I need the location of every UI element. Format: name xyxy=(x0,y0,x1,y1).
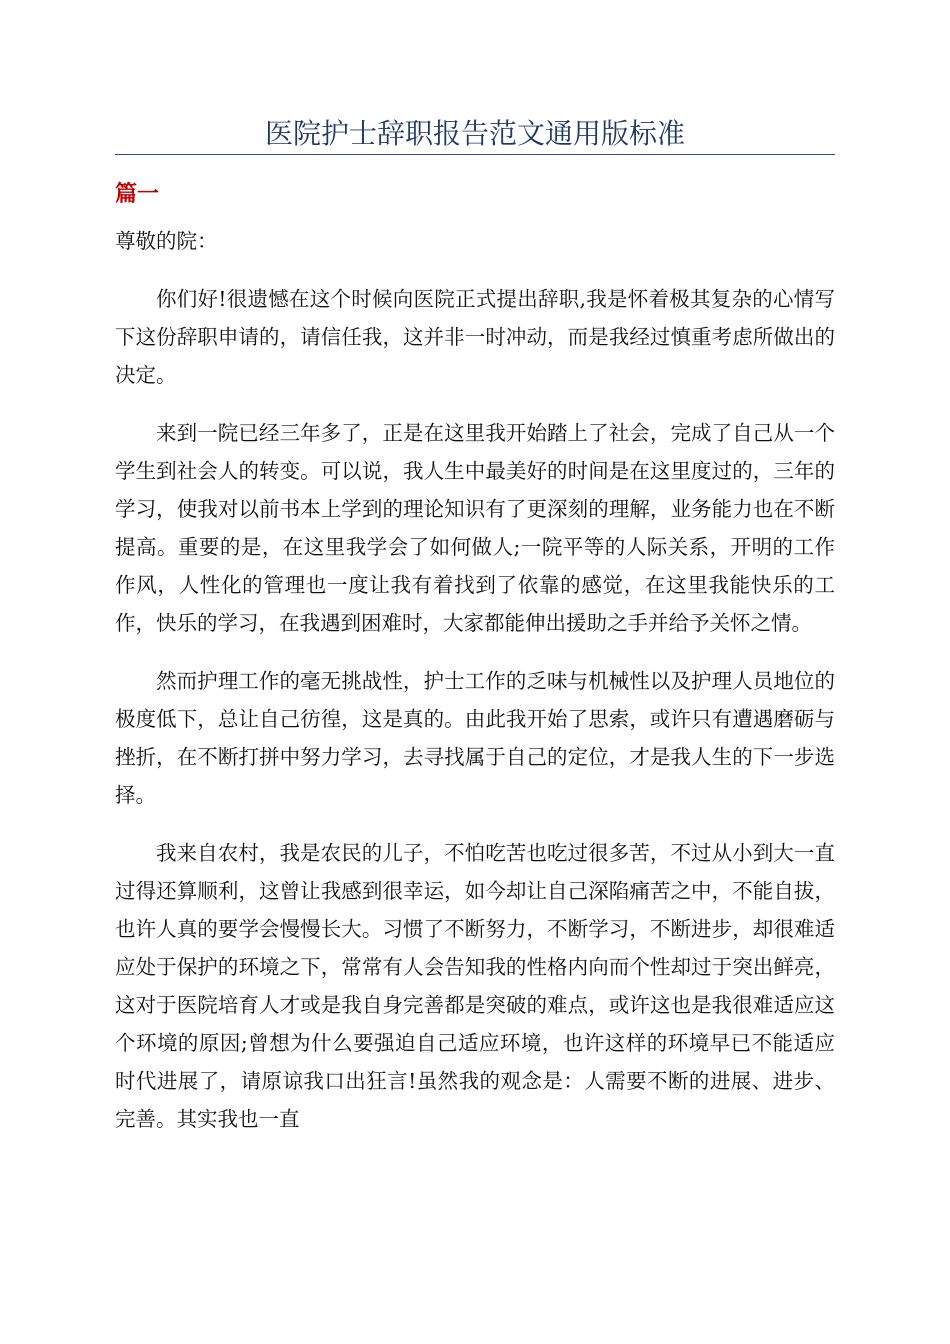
paragraph-1: 你们好!很遗憾在这个时候向医院正式提出辞职,我是怀着极其复杂的心情写下这份辞职申请的，请信任我，这并非一时冲动，而是我经过慎重考虑所做出的决定。 xyxy=(115,287,835,387)
paragraph-4: 我来自农村，我是农民的儿子，不怕吃苦也吃过很多苦，不过从小到大一直过得还算顺利，这曾让我感到很幸运，如今却让自己深陷痛苦之中，不能自拔，也许人真的要学会慢慢长大。习惯了不断努力，不断学习，不断进步，却很难适应处于保护的环境之下，常常有人会告知我的性格内向而个性却过于突出鲜亮，这对于医院培育人才或是我自身完善都是突破的难点，或许这也是我很难适应这个环境的原因;曾想为什么要强迫自己适应环境，也许这样的环境早已不能适应时代进展了，请原谅我口出狂言!虽然我的观念是：人需要不断的进展、进步、完善。其实我也一直 xyxy=(115,841,835,1131)
section-heading: 篇一 xyxy=(115,182,160,207)
title-underline xyxy=(115,154,835,155)
salutation: 尊敬的院： xyxy=(115,229,218,253)
paragraph-2: 来到一院已经三年多了，正是在这里我开始踏上了社会，完成了自己从一个学生到社会人的转变。可以说，我人生中最美好的时间是在这里度过的，三年的学习，使我对以前书本上学到的理论知识有了更深刻的理解，业务能力也在不断提高。重要的是，在这里我学会了如何做人;一院平等的人际关系，开明的工作作风，人性化的管理也一度让我有着找到了依靠的感觉，在这里我能快乐的工作，快乐的学习，在我遇到困难时，大家都能伸出援助之手并给予关怀之情。 xyxy=(115,421,835,635)
paragraph-3: 然而护理工作的毫无挑战性，护士工作的乏味与机械性以及护理人员地位的极度低下，总让自己彷徨，这是真的。由此我开始了思索，或许只有遭遇磨砺与挫折，在不断打拼中努力学习，去寻找属于自己的定位，才是我人生的下一步选择。 xyxy=(115,669,835,807)
letter-body xyxy=(115,222,835,1158)
document-title: 医院护士辞职报告范文通用版标准 xyxy=(264,117,685,150)
